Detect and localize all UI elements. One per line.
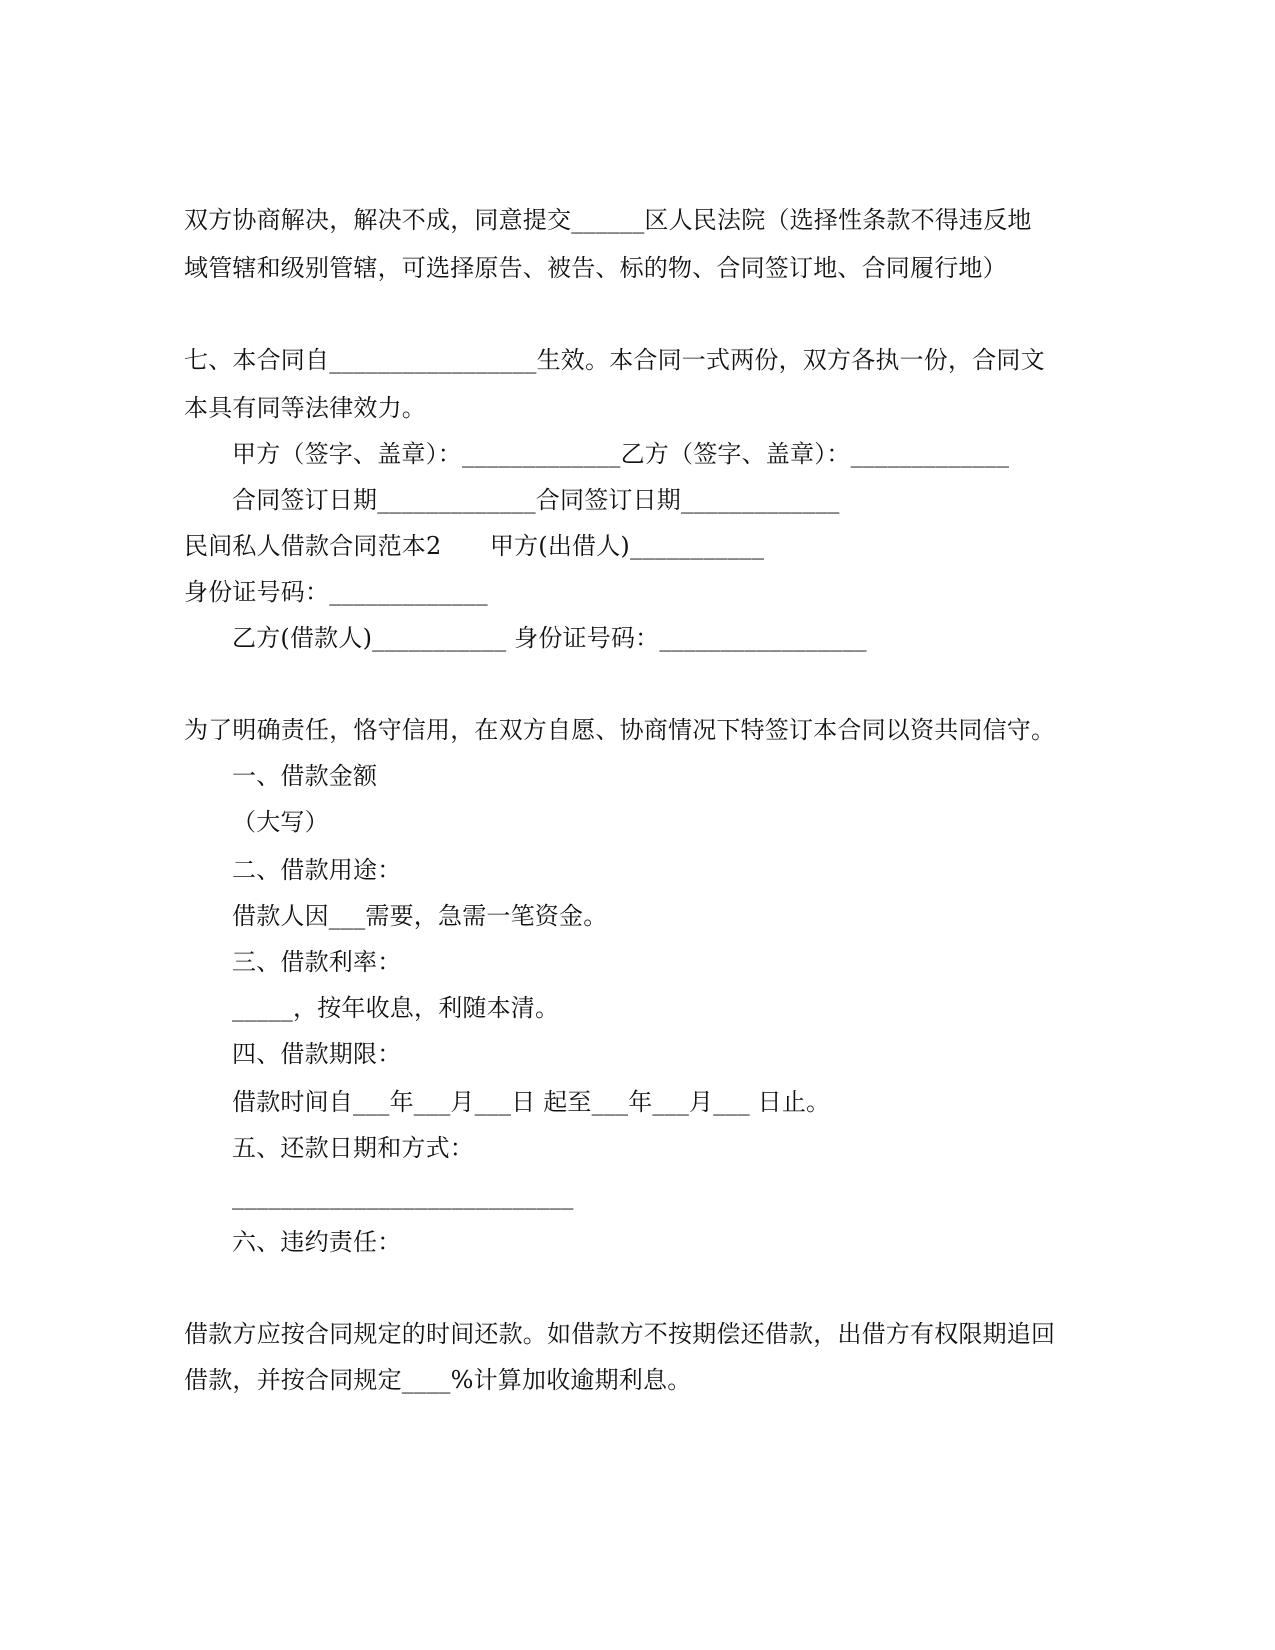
section-heading: 一、借款金额 xyxy=(232,762,378,790)
paragraph-line: 域管辖和级别管辖，可选择原告、被告、标的物、合同签订地、合同履行地） xyxy=(184,254,1007,282)
clause-seven-line: 本具有同等法律效力。 xyxy=(184,394,426,422)
section-heading: 四、借款期限： xyxy=(232,1040,402,1068)
signature-line: 甲方（签字、盖章）：_____________乙方（签字、盖章）：_____________ xyxy=(232,440,1010,468)
clause-seven-line: 七、本合同自_________________生效。本合同一式两份，双方各执一份，合同文 xyxy=(184,346,1045,374)
section-heading: 五、还款日期和方式： xyxy=(232,1134,474,1162)
paragraph-line: 借款人因___需要，急需一笔资金。 xyxy=(232,902,608,930)
id-number-line: 身份证号码：_____________ xyxy=(184,578,488,606)
section-heading: 二、借款用途： xyxy=(232,856,402,884)
section-heading: 三、借款利率： xyxy=(232,948,402,976)
paragraph-line: 借款时间自___年___月___日 起至___年___月___ 日止。 xyxy=(232,1088,831,1116)
section-heading: 六、违约责任： xyxy=(232,1228,402,1256)
preamble-line: 为了明确责任，恪守信用，在双方自愿、协商情况下特签订本合同以资共同信守。 xyxy=(184,716,1056,744)
paragraph-line: 借款方应按合同规定的时间还款。如借款方不按期偿还借款，出借方有权限期追回 xyxy=(184,1320,1056,1348)
paragraph-line: ____________________________ xyxy=(232,1182,574,1210)
paragraph-line: 双方协商解决，解决不成，同意提交______区人民法院（选择性条款不得违反地 xyxy=(184,206,1032,234)
paragraph-line: 借款，并按合同规定____%计算加收逾期利息。 xyxy=(184,1366,692,1394)
borrower-line: 乙方(借款人)___________ 身份证号码：_________________ xyxy=(232,624,867,652)
paragraph-line: _____，按年收息，利随本清。 xyxy=(232,994,560,1022)
paragraph-line: （大写） xyxy=(232,808,329,836)
signing-date-line: 合同签订日期_____________合同签订日期_____________ xyxy=(232,486,840,514)
contract-title-line: 民间私人借款合同范本2 甲方(出借人)___________ xyxy=(184,532,765,560)
